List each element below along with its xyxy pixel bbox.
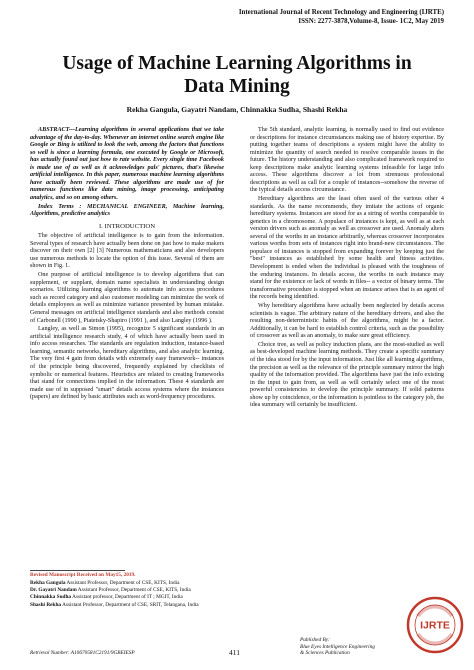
body-paragraph: Why hereditary algorithms have actually been neglected by details access scientists is vague. The arbitrary nature of the hereditary drivers, and also the resulting non-deterministic habits of the algorithms, might be a factor. Additionally, it can be hard to establish control criteria, such as the possibility of crossover as well as an anomaly, to make sure great efficiency. [250, 302, 444, 340]
affiliation-name: Shashi Rekha [30, 601, 62, 608]
left-column [30, 127, 224, 403]
author-affiliation [30, 580, 224, 587]
manuscript-received: Revised Manuscript Received on May15, 2019. [30, 572, 136, 578]
author-affiliation [30, 602, 224, 609]
affiliation-text: Assistant Professor, Department of CSE, SRIT, Telangana, India [61, 601, 199, 608]
body-paragraph: Hereditary algorithms are the least often used of the various other 4 standards. As the name recommends, they imitate the actions of organic hereditary systems. Instances are stood for as a string of worths comparable to genetics in a chromosome. A populace of instances is kept, as well as at each version drivers such as anomaly as well as crossover are used. Anomaly alters several of the worths in an instance arbitrarily, whereas crossover incorporates various worths from sets of instances right into brand-new circumstances. The populace of instances is stopped from expanding forever by keeping just the "best" instances as established by some health and fitness activities. Development is ended when the individual is pleased with the toughness of the enduring instances. In details access, the worths in each instance may stand for the existence or lack of words in files-- a vector of binary terms. The transformative procedure is stopped when an instance arises that is an agent of the records being identified. [250, 196, 444, 301]
title-line-2: Data Mining [184, 75, 290, 97]
affiliation-name: Chinnakka Sudha [30, 594, 72, 601]
section-heading-introduction: I. INTRODUCTION [98, 222, 156, 230]
journal-logo-icon [406, 596, 464, 654]
affiliation-text: Assistant Professor, Department of CSE, KITS, India [65, 579, 180, 586]
journal-header [144, 9, 444, 27]
body-paragraph: Choice tree, as well as policy induction plans, are the most-studied as well as best-developed machine learning methods. They create a specific summary of the idea stood for by the input information. Just like all learning algorithms, the precision as well as the relevance of the principle summary mirror the high quality of the information provided. The algorithms have just the info existing in the input to gain from, as well as will certainly select one of the most powerful consistencies to develop the principle summary. If solid patterns show up by coincidence, or the information is pointless to the category job, the idea summary will certainly be insufficient. [250, 341, 444, 409]
journal-name: International Journal of Recent Technology and Engineering (IJRTE) [238, 9, 444, 16]
right-column [250, 127, 444, 411]
publisher-name: Blue Eyes Intelligence Engineering [300, 643, 375, 650]
affiliation-name: Rekha Gangula [30, 579, 66, 586]
affiliation-text: Assistant professor, Department of IT ; MGIT, India [71, 594, 183, 601]
author-affiliation [30, 594, 224, 601]
body-paragraph: Langley, as well as Simon (1995), recognize 5 significant standards in an artificial intelligence research study, 4 of which have actually been used in info access researches. The standards are regulation induction, instance-based learning, semantic networks, hereditary algorithms, and also analytic learning. The very first 4 gain from details with extremely easy framework-- instances of the principle being discovered, frequently explained by checklists of symbolic or numerical features. Heuristics are related to creating frameworks that stand for connections implied in the information. These 4 standards are made use of in supposed "smart" details access systems where the instances (papers) are defined by basic attributes such as word-frequency procedures. [30, 326, 224, 401]
logo-text: IJRTE [420, 619, 450, 632]
published-by: Published By: [300, 637, 330, 643]
retrieval-number: Retrieval Number: A10670581C2191/9GBEIESP [30, 650, 135, 656]
author-list: Rekha Gangula, Gayatri Nandam, Chinnakka Sudha, Shashi Rekha [126, 105, 348, 114]
abstract: ABSTRACT---Learning algorithms in several applications that we take advantage of the day-to-day. Whenever an internet online search engine like Google or Bing is utilized to look the web, among the factors that functions so well is since a learning formula, one executed by Google or Microsoft, has actually found out just how to rate website. Every single time Facebook is made use of as well as it acknowledges pals' pictures, that's likewise artificial intelligence. In this paper, numerous machine learning algorithms have actually been reviewed. These algorithms are made use of for numerous functions like data mining, image processing, anticipating analytics, and so on among others. [30, 127, 224, 201]
title-line-1: Usage of Machine Learning Algorithms in [62, 53, 412, 74]
footnote-divider [30, 570, 125, 571]
author-affiliation [30, 587, 224, 594]
publisher-info [300, 637, 400, 657]
journal-issn: ISSN: 2277-3878,Volume-8, Issue- 1C2, May 2019 [298, 17, 444, 25]
body-paragraph: The objective of artificial intelligence is to gain from the information. Several types of research have actually been done on just how to make makers discover on their own [2] [3] Numerous mathematicians and also developers use numerous methods to locate the option of this issue. Several of them are shown in Fig. 1. [30, 233, 224, 270]
footnotes [30, 572, 224, 609]
page-number: 411 [229, 648, 240, 657]
publisher-name-cont: & Sciences Publication [300, 650, 350, 657]
affiliation-text: Assistant Professor, Department of CSE, KITS, India [76, 586, 191, 593]
body-paragraph: The 5th standard, analytic learning, is normally used to find out evidence or descriptions for instance circumstances making use of history expertise. By putting together teams of descriptions a system might have the ability to minimize the quantity of search needed to resolve comparable issues in the future. The history understanding and also complicated framework required to keep descriptions make analytic learning systems infeasible for large info access. These algorithms discover a lot from strenuous professional descriptions as well as call for a couple of instances--somehow the reverse of the typical details access circumstance. [250, 127, 444, 194]
affiliation-name: Dr. Gayatri Nandam [30, 586, 77, 593]
paper-title [40, 53, 434, 98]
index-terms: Index Terms : MECHANICAL ENGINEER, Machine learning, Algorithms, predictive analytics [30, 203, 224, 218]
body-paragraph: One purpose of artificial intelligence is to develop algorithms that can supplement, or supplant, domain name specialists in understanding design scenarios. Utilizing learning algorithms to automate info access procedures such as record category and also customer modeling can minimize the work of details employees as well as minimize variance presented by human mistake. General messages on artificial intelligence standards and also methods consist of Carbonell (1990 ), Piatetsky-Shapiro (1991 ), and also Langley (1996 ). [30, 272, 224, 324]
